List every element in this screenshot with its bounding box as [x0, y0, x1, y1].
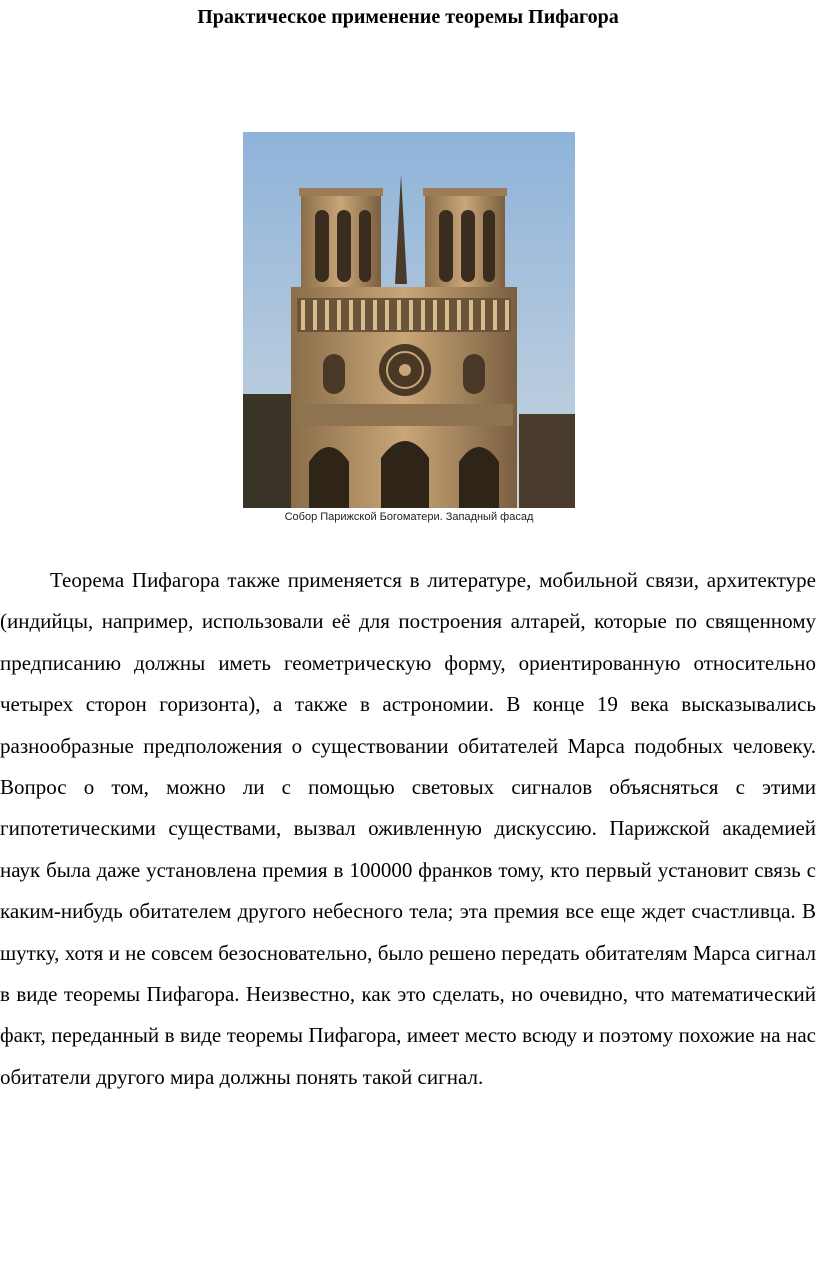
right-tower-window [439, 210, 453, 282]
right-tower-top [423, 188, 507, 196]
cathedral-photo [243, 132, 575, 508]
left-tower-window [315, 210, 329, 282]
central-portal [381, 441, 429, 508]
side-window-right [463, 354, 485, 394]
right-tower-window [461, 210, 475, 282]
right-buildings [519, 414, 575, 508]
right-tower-window [483, 210, 495, 282]
body-paragraph: Теорема Пифагора также применяется в литературе, мобильной связи, архитектуре (индийцы, например, использовали её для построения алтарей, которые по священному предписанию должны иметь геометрическую форму, ориентированную относительно четырех сторон горизонта), а также в астрономии. В конце 19 века высказывались разнообразные предположения о существовании обитателей Марса подобных человеку. Вопрос о том, можно ли с помощью световых сигналов объясняться с этими гипотетическими существами, вызвал оживленную дискуссию. Парижской академией наук была даже установлена премия в 100000 франков тому, кто первый установит связь с каким-нибудь обитателем другого небесного тела; эта премия все еще ждет счастливца. В шутку, хотя и не совсем безосновательно, было решено передать обитателям Марса сигнал в виде теоремы Пифагора. Неизвестно, как это сделать, но очевидно, что математический факт, переданный в виде теоремы Пифагора, имеет место всюду и поэтому похожие на нас обитатели другого мира должны понять такой сигнал. [0, 568, 816, 1089]
left-tower-top [299, 188, 383, 196]
page-title: Практическое применение теоремы Пифагора [197, 6, 619, 28]
side-window-left [323, 354, 345, 394]
kings-gallery [295, 404, 513, 426]
rose-window-center [399, 364, 411, 376]
figure-caption: Собор Парижской Богоматери. Западный фасад [284, 511, 534, 523]
cathedral-illustration [243, 132, 575, 508]
left-buildings [243, 394, 291, 508]
right-portal [459, 447, 499, 508]
left-portal [309, 447, 349, 508]
gallery [297, 298, 511, 332]
left-tower-window [337, 210, 351, 282]
left-tower-window [359, 210, 371, 282]
